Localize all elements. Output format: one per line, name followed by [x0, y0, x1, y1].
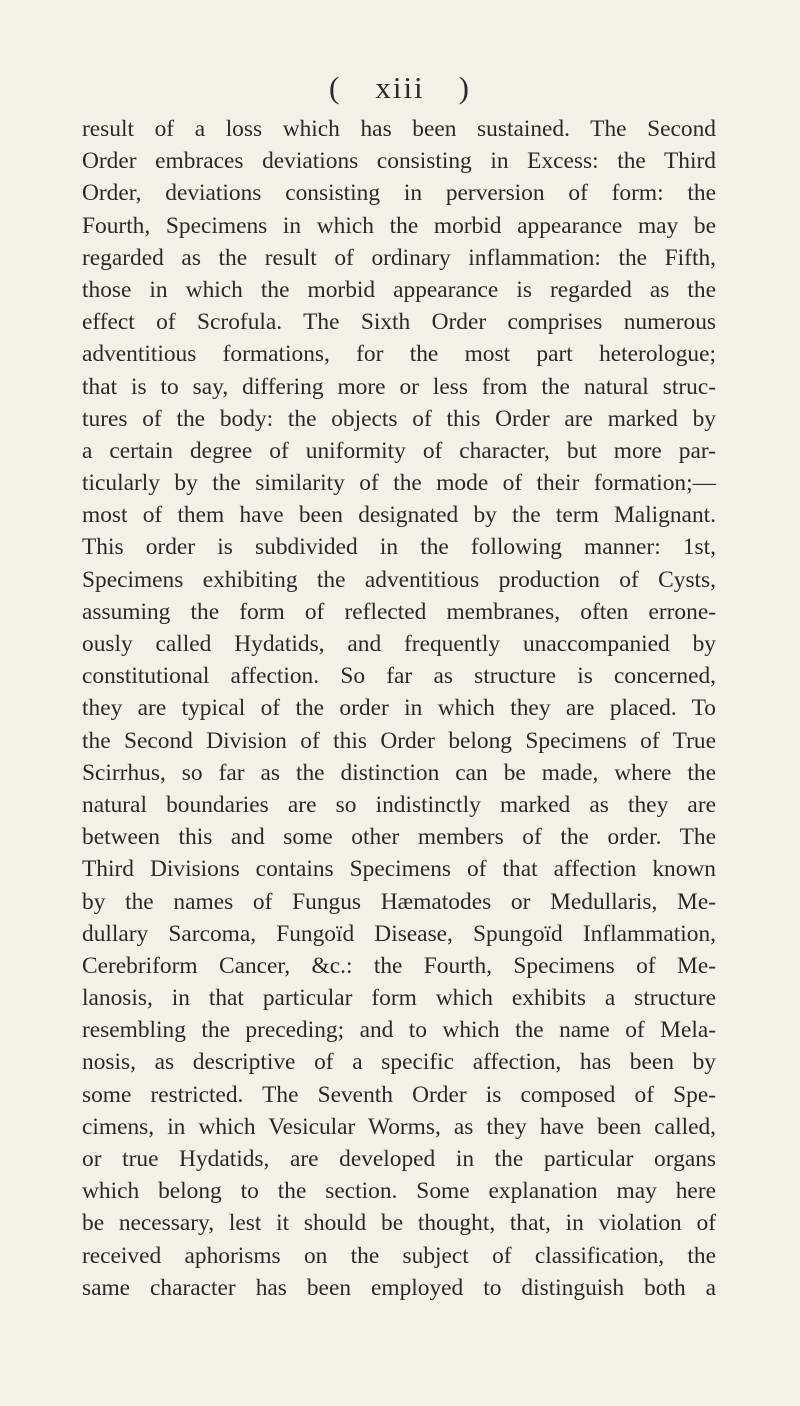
page-number — [0, 70, 800, 106]
text-line: assuming the form of reflected membranes, often errone- — [82, 598, 716, 625]
text-line: a certain degree of uniformity of character, but more par- — [82, 437, 716, 464]
text-line: same character has been employed to distinguish both a — [82, 1274, 716, 1301]
text-line: those in which the morbid appearance is regarded as the — [82, 276, 716, 303]
text-line: most of them have been designated by the term Malignant. — [82, 502, 716, 529]
text-line: nosis, as descriptive of a specific affection, has been by — [82, 1049, 716, 1076]
page-number-open-paren: ( — [329, 70, 342, 105]
text-line: adventitious formations, for the most part heterologue; — [82, 341, 716, 368]
text-line: be necessary, lest it should be thought, that, in violation of — [82, 1210, 716, 1237]
text-line: Fourth, Specimens in which the morbid appearance may be — [82, 212, 716, 239]
text-line: result of a loss which has been sustained. The Second — [82, 116, 716, 142]
text-line: lanosis, in that particular form which exhibits a structure — [82, 985, 716, 1012]
text-line: or true Hydatids, are developed in the particular organs — [82, 1146, 716, 1172]
text-line: cimens, in which Vesicular Worms, as they have been called, — [82, 1113, 716, 1140]
text-line: regarded as the result of ordinary inflammation: the Fifth, — [82, 244, 716, 271]
page-number-close-paren: ) — [458, 70, 471, 105]
text-line: between this and some other members of the order. The — [82, 824, 716, 851]
text-line: some restricted. The Seventh Order is composed of Spe- — [82, 1081, 716, 1108]
text-line: that is to say, differing more or less from the natural struc- — [82, 373, 716, 400]
text-line: effect of Scrofula. The Sixth Order comprises numerous — [82, 309, 716, 336]
text-line: natural boundaries are so indistinctly marked as they are — [82, 791, 716, 818]
body-text — [82, 113, 716, 1304]
text-line: ticularly by the similarity of the mode of their formation;— — [82, 470, 716, 497]
text-line: Third Divisions contains Specimens of that affection known — [82, 856, 716, 883]
page-number-numeral: xiii — [375, 70, 425, 105]
text-line: which belong to the section. Some explanation may here — [82, 1178, 716, 1205]
text-line: Order embraces deviations consisting in Excess: the Third — [82, 148, 716, 175]
text-line: Cerebriform Cancer, &c.: the Fourth, Specimens of Me- — [82, 952, 716, 979]
text-line: This order is subdivided in the following manner: 1st, — [82, 534, 716, 561]
text-line: dullary Sarcoma, Fungoïd Disease, Spungoïd Inflammation, — [82, 920, 716, 947]
text-line: tures of the body: the objects of this Order are marked by — [82, 405, 716, 432]
text-line: received aphorisms on the subject of classification, the — [82, 1242, 716, 1269]
text-line: resembling the preceding; and to which the name of Mela- — [82, 1017, 716, 1044]
text-line: Order, deviations consisting in perversion of form: the — [82, 180, 716, 207]
text-line: by the names of Fungus Hæmatodes or Medullaris, Me- — [82, 888, 716, 915]
text-line: Scirrhus, so far as the distinction can be made, where the — [82, 759, 716, 786]
text-line: they are typical of the order in which they are placed. To — [82, 695, 716, 722]
text-line: ously called Hydatids, and frequently unaccompanied by — [82, 631, 716, 657]
text-line: Specimens exhibiting the adventitious production of Cysts, — [82, 566, 716, 593]
text-line: the Second Division of this Order belong Specimens of True — [82, 727, 716, 754]
text-line: constitutional affection. So far as structure is concerned, — [82, 663, 716, 690]
